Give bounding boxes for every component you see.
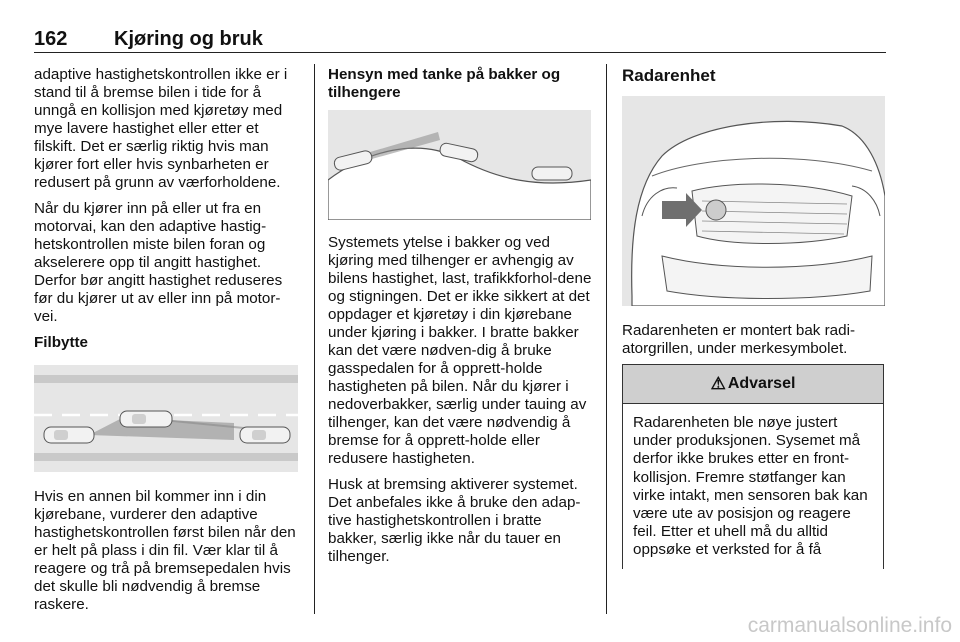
section-heading-hills-trailers: Hensyn med tanke på bakker og tilhengere	[328, 66, 561, 101]
hills-text-block	[328, 234, 592, 574]
section-heading-lane-change: Filbytte	[34, 334, 89, 351]
column-middle	[328, 66, 592, 112]
warning-triangle-icon: ⚠	[710, 374, 726, 393]
section-heading-radar: Radarenhet	[622, 66, 716, 85]
column-right	[622, 66, 884, 86]
hills-illustration	[328, 110, 591, 220]
warning-title: Advarsel	[727, 375, 796, 392]
warning-box	[622, 364, 884, 569]
chapter-title: Kjøring og bruk	[114, 28, 263, 50]
warning-header	[623, 365, 883, 404]
page-header	[34, 26, 886, 53]
column-left	[34, 66, 300, 334]
lane-change-text-block	[34, 488, 300, 622]
lane-change-heading-block	[34, 334, 300, 362]
paragraph-lane-change: Hvis en annen bil kommer inn i din kjørebane, vurderer den adaptive hastighetskontrollen først bilen når den er helt på plass i din fil. Vær klar til å reagere og trå på bremsepedalen hvis det skulle bli nødvendig å bremse raskere.	[34, 488, 296, 613]
paragraph-acc-limitations: adaptive hastighetskontrollen ikke er i stand til å bremse bilen i tide for å unngå en kollisjon med kjøretøy med mye lavere hastighet eller etter et filskift. Det er særlig riktig hvis man kjører fort eller hvis synbarheten er redusert på grunn av værforholdene.	[34, 66, 288, 191]
paragraph-motorway: Når du kjører inn på eller ut fra en motorvai, kan den adaptive hastig-hetskontrollen miste bilen foran og akselerere opp til angitt hastighet. Derfor bør angitt hastighet reduseres før du kjører ut av eller inn på motor-vei.	[34, 200, 283, 325]
radar-text-block	[622, 322, 884, 366]
warning-body: Radarenheten ble nøye justert under produksjonen. Sysemet må derfor ikke brukes etter en front-kollisjon. Fremre støtfanger kan virke intakt, men sensoren bak kan være ute av posisjon og reagere feil. Etter et uhell må du alltid oppsøke et verksted for å få	[633, 414, 868, 559]
radar-unit-illustration	[622, 96, 885, 306]
column-divider-right	[606, 64, 607, 614]
paragraph-radar-location: Radarenheten er montert bak radi-atorgrillen, under merkesymbolet.	[622, 322, 856, 357]
watermark: carmanualsonline.info	[747, 614, 952, 637]
paragraph-braking: Husk at bremsing aktiverer systemet. Det anbefales ikke å bruke den adap-tive hastighetskontrollen i bratte bakker, særlig ikke når du tauer en tilhenger.	[328, 476, 581, 565]
paragraph-hills: Systemets ytelse i bakker og ved kjøring med tilhenger er avhengig av bilens hastighet, last, trafikkforhol-dene og stigningen. Det er ikke sikkert at det oppdager et kjøretøy i din kjørebane under kjøring i bakker. I bratte bakker kan det være nødven-dig å bruke gasspedalen for å opprett-holde hastigheten på bilen. Når du kjører i nedoverbakker, særlig under tauing av tilhenger, kan det være nødvendig å bremse for å opprett-holde eller redusere hastigheten.	[328, 234, 592, 467]
column-divider-left	[314, 64, 315, 614]
page-number: 162	[34, 28, 68, 50]
lane-change-illustration	[34, 365, 298, 472]
